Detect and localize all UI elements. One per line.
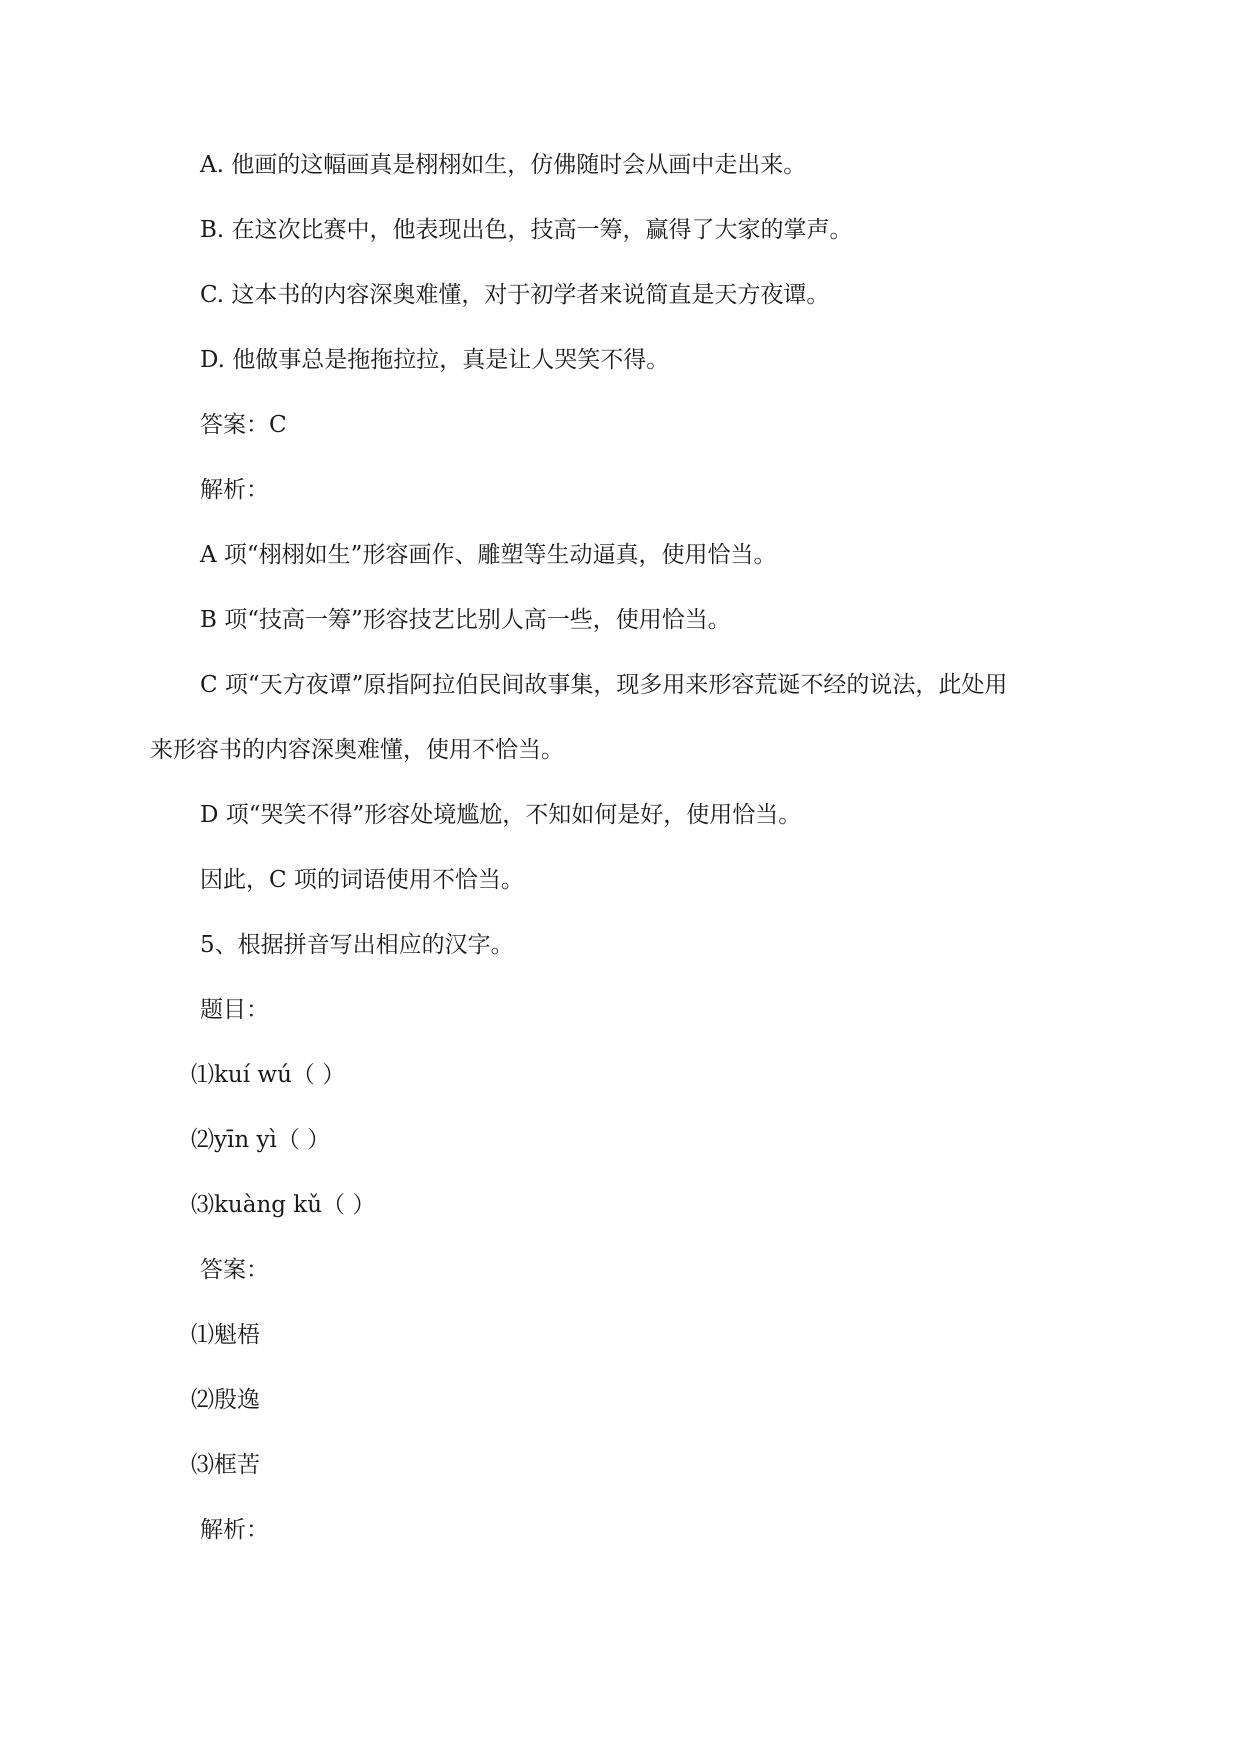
question-heading: 题目： [200, 997, 269, 1023]
answer-item-2: ⑵殷逸 [191, 1387, 260, 1413]
conclusion: 因此，C 项的词语使用不恰当。 [200, 867, 524, 893]
option-b: B. 在这次比赛中，他表现出色，技高一筹，赢得了大家的掌声。 [200, 217, 853, 243]
option-c: C. 这本书的内容深奥难懂，对于初学者来说简直是天方夜谭。 [200, 282, 830, 308]
analysis-c-continued: 来形容书的内容深奥难懂，使用不恰当。 [150, 737, 564, 763]
analysis-b: B 项“技高一筹”形容技艺比别人高一些，使用恰当。 [200, 607, 731, 633]
answer-heading: 答案： [200, 1257, 269, 1283]
pinyin-item-1: ⑴kuí wú（ ） [191, 1062, 346, 1088]
option-d: D. 他做事总是拖拖拉拉，真是让人哭笑不得。 [200, 347, 670, 373]
analysis-c: C 项“天方夜谭”原指阿拉伯民间故事集，现多用来形容荒诞不经的说法，此处用 [200, 672, 1008, 698]
analysis-heading-2: 解析： [200, 1517, 269, 1543]
answer-item-1: ⑴魁梧 [191, 1322, 260, 1348]
analysis-d: D 项“哭笑不得”形容处境尴尬，不知如何是好，使用恰当。 [200, 802, 802, 828]
answer-item-3: ⑶框苦 [191, 1452, 260, 1478]
option-a: A. 他画的这幅画真是栩栩如生，仿佛随时会从画中走出来。 [200, 152, 807, 178]
answer-line: 答案：C [200, 412, 287, 438]
pinyin-item-2: ⑵yīn yì（ ） [191, 1127, 331, 1153]
pinyin-item-3: ⑶kuàng kǔ（ ） [191, 1192, 376, 1218]
analysis-heading: 解析： [200, 477, 269, 503]
analysis-a: A 项“栩栩如生”形容画作、雕塑等生动逼真，使用恰当。 [200, 542, 777, 568]
question-5-title: 5、根据拼音写出相应的汉字。 [200, 932, 514, 958]
